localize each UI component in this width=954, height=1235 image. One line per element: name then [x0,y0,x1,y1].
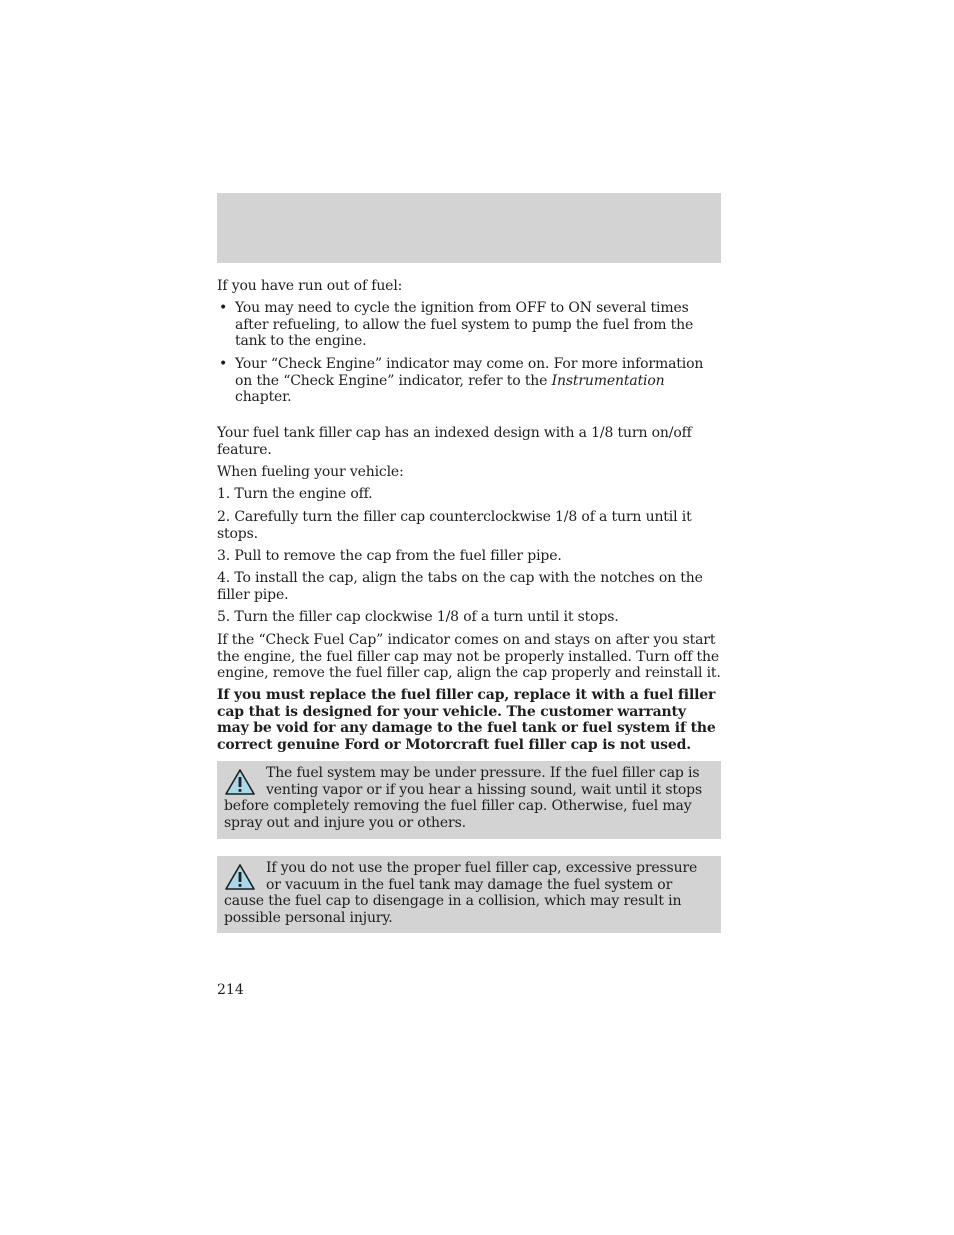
warning-box [217,856,721,933]
bullet-text: You may need to cycle the ignition from OFF to ON several times after refueling, to allow the fuel system to pump the fuel from the tank to the engine. [235,300,694,349]
list-item [217,300,721,350]
cap-intro-text: Your fuel tank filler cap has an indexed design with a 1/8 turn on/off feature. [217,425,692,458]
warning-triangle-icon [224,768,256,796]
bold-notice: If you must replace the fuel filler cap, replace it with a fuel filler cap that is designed for your vehicle. The customer warranty may be void for any damage to the fuel tank or fuel system if the correct genuine Ford or Motorcraft fuel filler cap is not used. [217,687,716,753]
bullet-dot: • [219,300,228,316]
warning-triangle-icon [224,863,256,891]
step-item: 2. Carefully turn the filler cap counterclockwise 1/8 of a turn until it stops. [217,509,692,542]
step-item: 3. Pull to remove the cap from the fuel filler pipe. [217,548,562,564]
check-fuel-cap-text: If the “Check Fuel Cap” indicator comes on and stays on after you start the engine, the fuel filler cap may not be properly installed. Turn off the engine, remove the fuel filler cap, align the cap properly and reinstall it. [217,632,721,681]
warning-text: The fuel system may be under pressure. If the fuel filler cap is venting vapor or if you hear a hissing sound, wait until it stops before completely removing the fuel filler cap. Otherwise, fuel may spray out and injure you or others. [224,765,703,831]
page-number: 214 [217,982,244,998]
intro-text: If you have run out of fuel: [217,278,403,294]
bullet-text: Your “Check Engine” indicator may come on. For more information on the “Check Engine” indicator, refer to the Instrumentation chapter. [235,356,704,405]
section-header-band [217,193,721,263]
step-item: 4. To install the cap, align the tabs on the cap with the notches on the filler pipe. [217,570,703,603]
when-fueling-text: When fueling your vehicle: [217,464,404,480]
warning-box [217,761,721,839]
step-item: 1. Turn the engine off. [217,486,373,502]
step-item: 5. Turn the filler cap clockwise 1/8 of a turn until it stops. [217,609,619,625]
bullet-dot: • [219,356,228,372]
list-item [217,356,721,405]
warning-text: If you do not use the proper fuel filler cap, excessive pressure or vacuum in the fuel tank may damage the fuel system or cause the fuel cap to disengage in a collision, which may result in possible personal injury. [224,860,698,926]
